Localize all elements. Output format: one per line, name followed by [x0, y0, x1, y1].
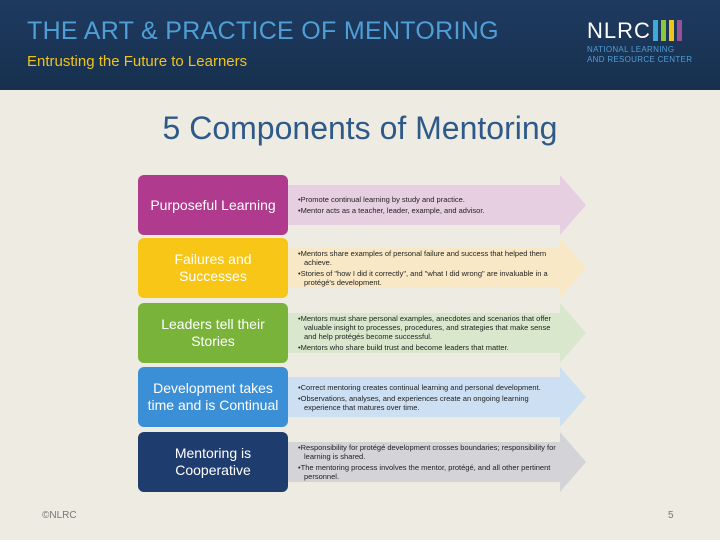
component-row: [138, 175, 586, 235]
logo-bar: [661, 20, 666, 41]
component-bullets: [298, 303, 560, 363]
logo-bar: [653, 20, 658, 41]
component-label-box: Mentoring is Cooperative: [138, 432, 288, 492]
bullet-text: •Observations, analyses, and experiences create an ongoing learning experience that matures over time.: [298, 393, 529, 412]
component-bullets: [298, 432, 560, 492]
component-label-box: Purposeful Learning: [138, 175, 288, 235]
logo-subtitle-line1: NATIONAL LEARNING: [587, 45, 675, 54]
page-number: 5: [668, 510, 674, 521]
component-row: [138, 432, 586, 492]
component-bullets: [298, 238, 560, 298]
bullet-text: •Correct mentoring creates continual learning and personal development.: [298, 382, 541, 392]
footer-copyright: ©NLRC: [42, 510, 77, 521]
bullet-text: •The mentoring process involves the mentor, protégé, and all other pertinent personnel.: [298, 463, 551, 481]
component-label-box: Failures and Successes: [138, 238, 288, 298]
slide-title: 5 Components of Mentoring: [162, 110, 558, 146]
logo-bar: [669, 20, 674, 41]
component-row: [138, 367, 586, 427]
logo-text: NLRC: [587, 18, 651, 43]
bullet-text: •Stories of "how I did it correctly", and "what I did wrong" are invaluable in a protégé's development.: [298, 269, 548, 287]
bullet-text: •Mentors must share personal examples, anecdotes and scenarios that offer valuable insight to processes, procedures, and strategies that make sense and help protégés become successful.: [298, 314, 552, 341]
bullet-text: •Responsibility for protégé development crosses boundaries; responsibility for learning is shared.: [298, 443, 556, 461]
logo-subtitle-line2: AND RESOURCE CENTER: [587, 55, 693, 64]
component-label-box: Development takes time and is Continual: [138, 367, 288, 427]
bullet-text: •Mentors share examples of personal failure and success that helped them achieve.: [298, 249, 547, 267]
slide-header: [0, 0, 720, 90]
nlrc-logo: [587, 18, 697, 73]
header-title: THE ART & PRACTICE OF MENTORING: [27, 17, 499, 45]
bullet-text: •Mentor acts as a teacher, leader, example, and advisor.: [298, 206, 485, 215]
component-row: [138, 238, 586, 298]
component-bullets: [298, 367, 560, 427]
bullet-text: •Promote continual learning by study and practice.: [298, 195, 465, 204]
component-row: [138, 303, 586, 363]
component-bullets: [298, 175, 560, 235]
component-label-box: Leaders tell their Stories: [138, 303, 288, 363]
logo-bar: [677, 20, 682, 41]
header-subtitle: Entrusting the Future to Learners: [27, 53, 248, 70]
bullet-text: •Mentors who share build trust and become leaders that matter.: [298, 343, 509, 352]
